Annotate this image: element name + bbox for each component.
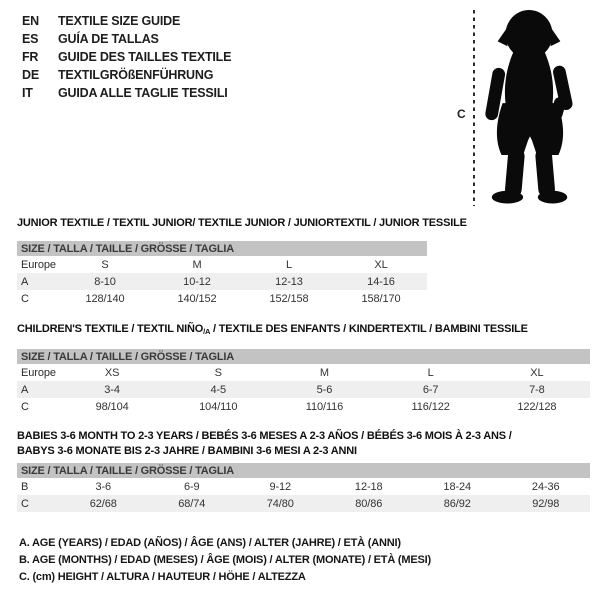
size-header-row — [17, 349, 590, 364]
baby-silhouette-icon — [481, 7, 579, 207]
size-cell: S — [101, 258, 109, 271]
size-cell: M — [192, 258, 202, 271]
language-title: GUÍA DE TALLAS — [58, 32, 159, 46]
legend-note-a: A. AGE (YEARS) / EDAD (AÑOS) / ÂGE (ANS) / ALTER (JAHRE) / ETÀ (ANNI) — [19, 537, 401, 549]
row-label: B — [21, 480, 29, 493]
size-cell: 152/158 — [269, 292, 309, 305]
size-header-bar: SIZE / TALLA / TAILLE / GRÖSSE / TAGLIA — [17, 463, 590, 478]
title-subscript: /A — [203, 327, 211, 336]
language-row — [22, 12, 231, 30]
size-cell: L — [427, 366, 434, 379]
size-cell: 18-24 — [443, 480, 472, 493]
junior-section — [17, 216, 467, 307]
row-label: C — [21, 400, 29, 413]
row-label: A — [21, 383, 29, 396]
size-header-bar: SIZE / TALLA / TAILLE / GRÖSSE / TAGLIA — [17, 241, 427, 256]
babies-section — [17, 429, 590, 512]
size-cell: 158/170 — [361, 292, 401, 305]
size-cell: 7-8 — [529, 383, 545, 396]
row-label: A — [21, 275, 29, 288]
row-label: C — [21, 292, 29, 305]
size-cell: 12-13 — [275, 275, 303, 288]
table-row — [17, 495, 590, 512]
table-row — [17, 381, 590, 398]
size-cell: 6-9 — [183, 480, 200, 493]
legend-note-b: B. AGE (MONTHS) / EDAD (MESES) / ÂGE (MOIS) / ALTER (MONATE) / ETÀ (MESI) — [19, 554, 431, 566]
height-measure-line — [473, 10, 475, 206]
language-row — [22, 84, 231, 102]
size-cell: 4-5 — [210, 383, 227, 396]
title-text: / TEXTILE DES ENFANTS / KINDERTEXTIL / BAMBINI TESSILE — [210, 323, 528, 335]
size-cell: L — [285, 258, 293, 271]
children-size-table — [17, 349, 590, 415]
language-title-list — [22, 12, 231, 102]
size-cell: 68/74 — [178, 497, 206, 510]
size-cell: 10-12 — [183, 275, 211, 288]
title-line: BABIES 3-6 MONTH TO 2-3 YEARS / BEBÉS 3-6 MESES A 2-3 AÑOS / BÉBÉS 3-6 MOIS À 2-3 ANS / — [17, 430, 512, 442]
size-header-bar: SIZE / TALLA / TAILLE / GRÖSSE / TAGLIA — [17, 349, 590, 364]
language-code: EN — [22, 14, 39, 28]
language-title: TEXTILGRÖßENFÜHRUNG — [58, 68, 214, 82]
size-cell: XS — [104, 366, 120, 379]
table-row — [17, 273, 427, 290]
legend-note-c: C. (cm) HEIGHT / ALTURA / HAUTEUR / HÖHE / ALTEZZA — [19, 571, 306, 583]
babies-size-table — [17, 463, 590, 512]
size-cell: 140/152 — [177, 292, 217, 305]
size-cell: XL — [374, 258, 388, 271]
children-section — [17, 322, 590, 415]
size-cell: 80/86 — [355, 497, 383, 510]
language-row — [22, 48, 231, 66]
size-cell: 62/68 — [89, 497, 117, 510]
language-code: IT — [22, 86, 33, 100]
size-cell: 3-6 — [95, 480, 112, 493]
language-title: TEXTILE SIZE GUIDE — [58, 14, 181, 28]
row-label: Europe — [21, 366, 56, 379]
title-line: BABYS 3-6 MONATE BIS 2-3 JAHRE / BAMBINI 3-6 MESI A 2-3 ANNI — [17, 445, 357, 457]
size-cell: M — [319, 366, 329, 379]
table-row — [17, 478, 590, 495]
size-header-row — [17, 241, 427, 256]
language-code: DE — [22, 68, 39, 82]
size-cell: S — [214, 366, 222, 379]
table-row — [17, 364, 590, 381]
row-label: Europe — [21, 258, 56, 271]
table-row — [17, 290, 427, 307]
table-row — [17, 256, 427, 273]
size-cell: 92/98 — [532, 497, 560, 510]
size-cell: 116/122 — [411, 400, 450, 413]
babies-section-title — [17, 429, 590, 459]
size-cell: 110/116 — [305, 400, 344, 413]
size-cell: 74/80 — [266, 497, 294, 510]
size-cell: 98/104 — [95, 400, 129, 413]
size-cell: 3-4 — [104, 383, 120, 396]
language-code: FR — [22, 50, 39, 64]
row-label: C — [21, 497, 29, 510]
size-cell: 24-36 — [531, 480, 560, 493]
junior-size-table — [17, 241, 427, 307]
language-title: GUIDE DES TAILLES TEXTILE — [58, 50, 232, 64]
size-cell: 104/110 — [199, 400, 238, 413]
language-row — [22, 66, 231, 84]
size-cell: 8-10 — [94, 275, 116, 288]
language-row — [22, 30, 231, 48]
size-cell: 6-7 — [422, 383, 439, 396]
size-cell: 86/92 — [443, 497, 471, 510]
junior-section-title: JUNIOR TEXTILE / TEXTIL JUNIOR/ TEXTILE JUNIOR / JUNIORTEXTIL / JUNIOR TESSILE — [17, 217, 467, 229]
size-cell: 14-16 — [367, 275, 395, 288]
size-cell: XL — [530, 366, 544, 379]
height-measure-label: C — [457, 107, 466, 121]
language-code: ES — [22, 32, 39, 46]
children-section-title — [17, 322, 590, 339]
table-row — [17, 398, 590, 415]
size-cell: 122/128 — [517, 400, 557, 413]
legend-notes — [19, 537, 431, 588]
size-cell: 12-18 — [354, 480, 383, 493]
language-title: GUIDA ALLE TAGLIE TESSILI — [58, 86, 228, 100]
size-cell: 9-12 — [269, 480, 292, 493]
size-cell: 128/140 — [85, 292, 125, 305]
size-cell: 5-6 — [316, 383, 333, 396]
title-text: CHILDREN'S TEXTILE / TEXTIL NIÑO — [17, 323, 204, 335]
size-header-row — [17, 463, 590, 478]
